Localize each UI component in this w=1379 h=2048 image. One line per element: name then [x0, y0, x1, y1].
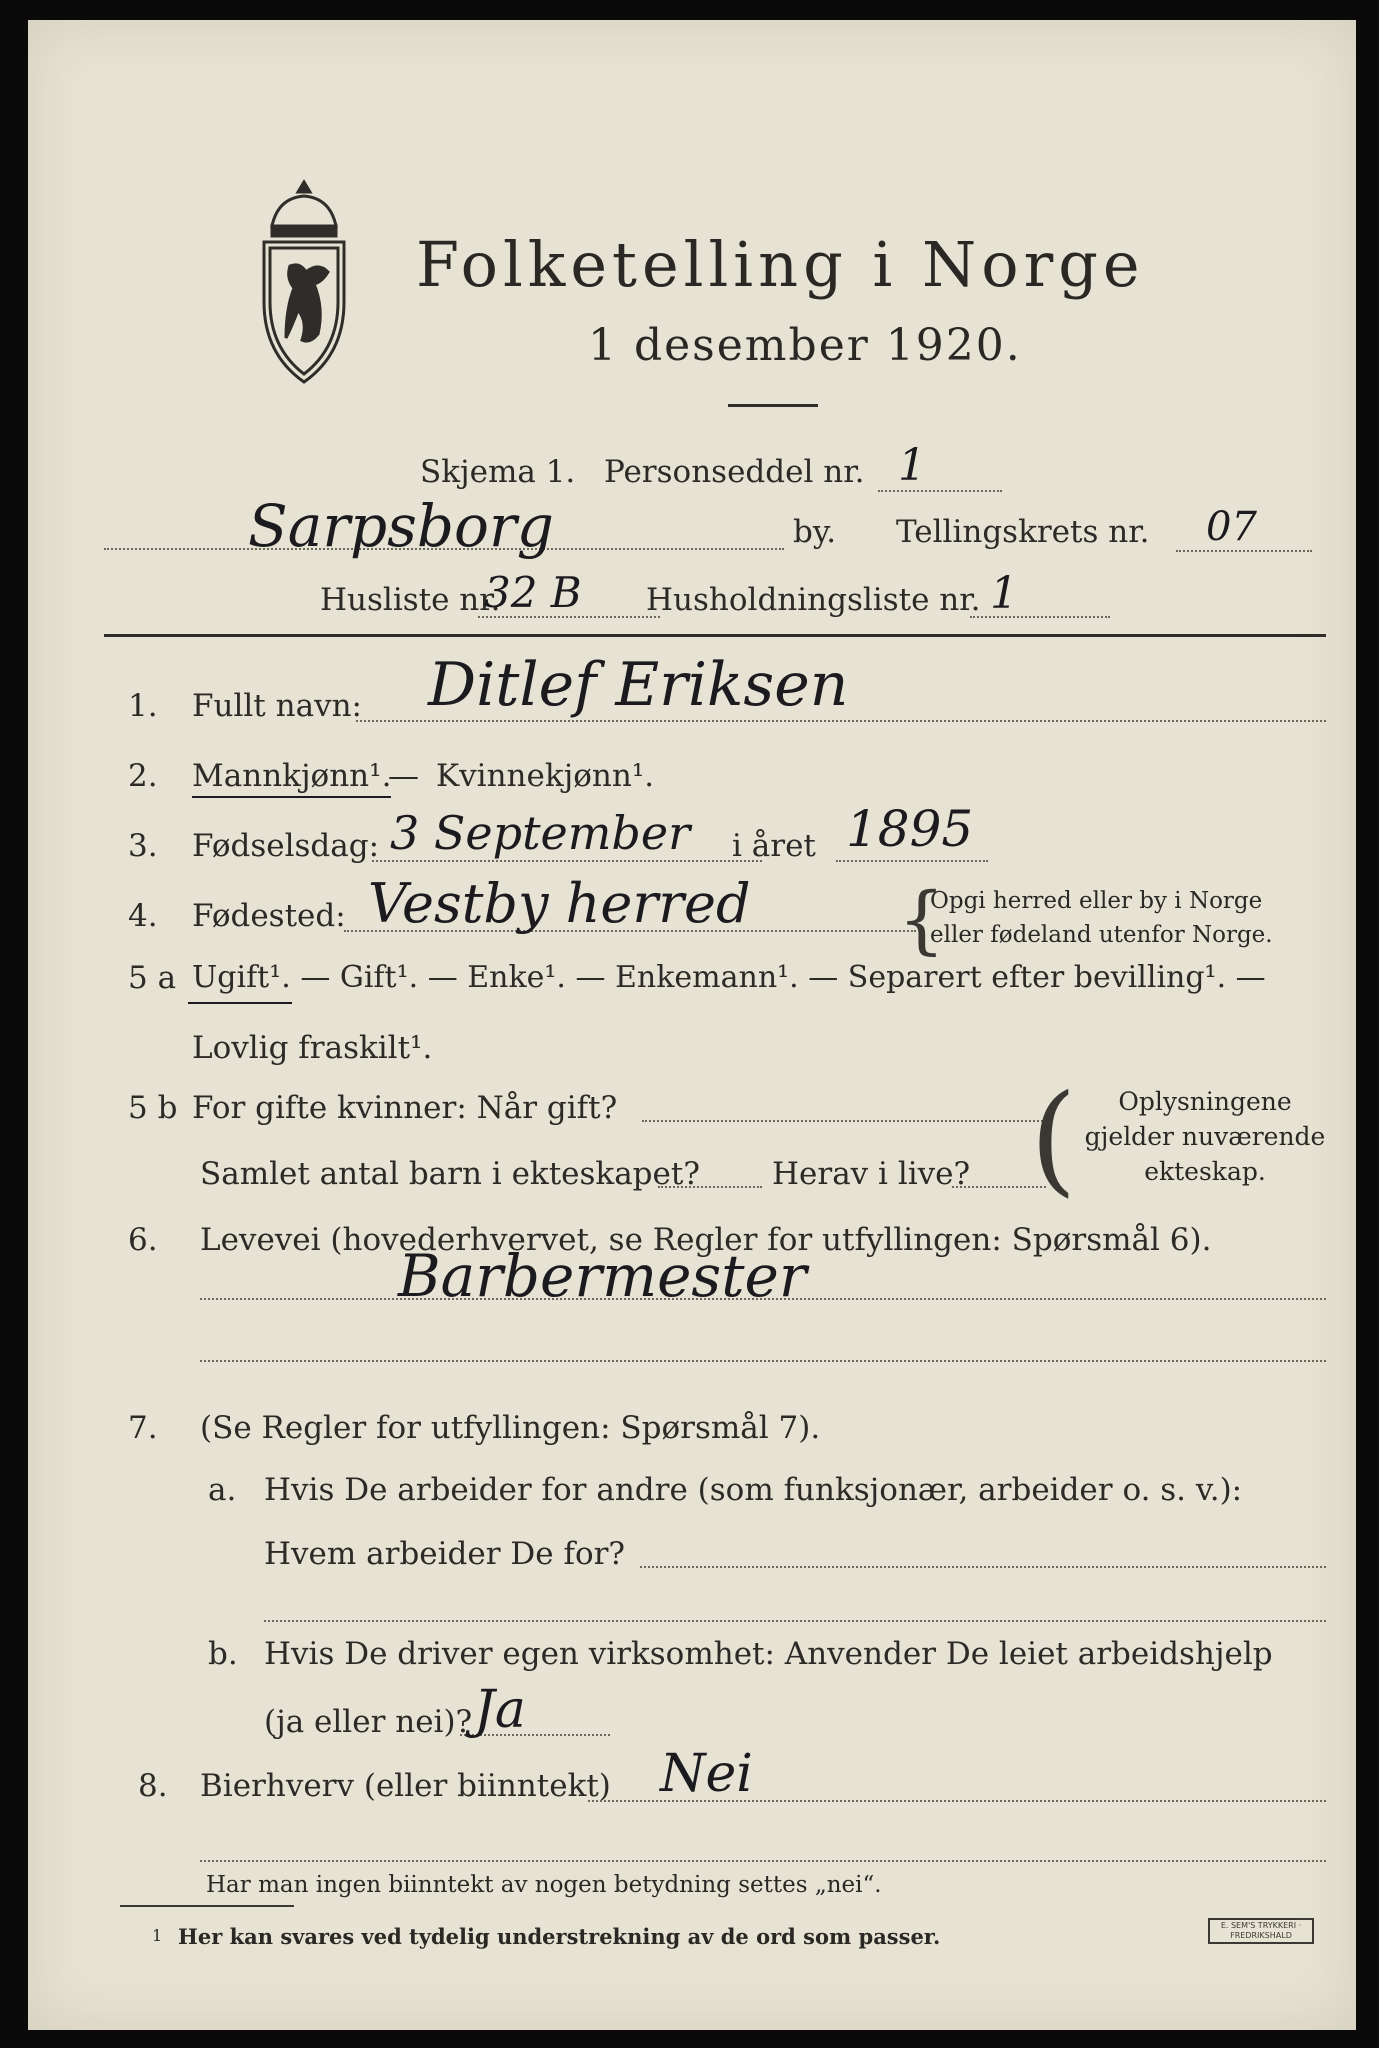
- q5b-note-line2: gjelder nuværende: [1084, 1122, 1326, 1151]
- q5b-brace: (: [1030, 1070, 1077, 1209]
- husholdningsliste-value[interactable]: 1: [990, 568, 1018, 619]
- personseddel-label: Personseddel nr.: [604, 454, 865, 490]
- q3-number: 3.: [128, 828, 158, 864]
- q5b-number: 5 b: [128, 1090, 178, 1126]
- q2-number: 2.: [128, 758, 158, 794]
- norwegian-coat-of-arms-icon: [250, 178, 358, 388]
- q7a-label: Hvis De arbeider for andre (som funksjonær, arbeider o. s. v.):: [264, 1472, 1243, 1508]
- marital-status-underline: [188, 1002, 292, 1004]
- q7b-label: Hvis De driver egen virksomhet: Anvender De leiet arbeidshjelp: [264, 1636, 1273, 1672]
- title-divider: [728, 404, 818, 407]
- full-name-value[interactable]: Ditlef Eriksen: [428, 650, 849, 720]
- q8-label: Bierhverv (eller biinntekt): [200, 1768, 611, 1804]
- personseddel-value[interactable]: 1: [898, 440, 926, 491]
- q7b-yesno-label: (ja eller nei)?: [264, 1704, 473, 1740]
- tellingskrets-value[interactable]: 07: [1206, 504, 1257, 550]
- q4-note-line2: eller fødeland utenfor Norge.: [930, 922, 1273, 948]
- q4-brace: {: [898, 877, 946, 963]
- census-date: 1 desember 1920.: [588, 320, 1022, 371]
- footnote-rule: [120, 1905, 294, 1907]
- tellingskrets-label: Tellingskrets nr.: [896, 514, 1150, 550]
- q1-label: Fullt navn:: [192, 688, 362, 724]
- skjema-label: Skjema 1.: [420, 454, 576, 490]
- gender-separator: —: [388, 758, 419, 794]
- q7a-number: a.: [208, 1472, 237, 1508]
- husliste-label: Husliste nr.: [320, 582, 501, 618]
- q3-year-label: i året: [732, 828, 816, 864]
- gender-male-option[interactable]: Mannkjønn¹.: [192, 758, 391, 798]
- q5b-alive-label: Herav i live?: [772, 1156, 971, 1192]
- q5b-note-line1: Oplysningene: [1118, 1087, 1292, 1116]
- gender-female-option[interactable]: Kvinnekjønn¹.: [436, 758, 655, 794]
- q4-note-line1: Opgi herred eller by i Norge: [930, 888, 1263, 914]
- husholdningsliste-label: Husholdningsliste nr.: [646, 582, 981, 618]
- header-rule: [104, 634, 1326, 637]
- birthplace-value[interactable]: Vestby herred: [368, 872, 751, 935]
- birthyear-value[interactable]: 1895: [846, 800, 974, 858]
- q5b-children-label: Samlet antal barn i ekteskapet?: [200, 1156, 700, 1192]
- census-form: [28, 20, 1356, 2030]
- by-label: by.: [793, 514, 837, 550]
- city-value[interactable]: Sarpsborg: [248, 492, 554, 560]
- q4-label: Fødested:: [192, 898, 346, 934]
- birthdate-value[interactable]: 3 September: [390, 806, 691, 860]
- printer-stamp: E. SEM'S TRYKKERI · FREDRIKSHALD: [1208, 1918, 1314, 1944]
- q7a-employer-label: Hvem arbeider De for?: [264, 1536, 626, 1572]
- form-title: Folketelling i Norge: [416, 228, 1145, 301]
- footnote-text: Her kan svares ved tydelig understrekning av de ord som passer.: [178, 1924, 941, 1949]
- q5b-note: [1080, 1084, 1330, 1189]
- q1-number: 1.: [128, 688, 158, 724]
- q3-label: Fødselsdag:: [192, 828, 380, 864]
- q7-number: 7.: [128, 1410, 158, 1446]
- q8-number: 8.: [138, 1768, 168, 1804]
- q4-number: 4.: [128, 898, 158, 934]
- marital-status-options[interactable]: Ugift¹. — Gift¹. — Enke¹. — Enkemann¹. — Separert efter bevilling¹. —: [192, 960, 1266, 995]
- q6-label: Levevei (hovederhvervet, se Regler for utfyllingen: Spørsmål 6).: [200, 1222, 1212, 1258]
- q5b-note-line3: ekteskap.: [1144, 1157, 1266, 1186]
- husliste-value[interactable]: 32 B: [484, 568, 582, 617]
- hired-help-value[interactable]: Ja: [474, 1680, 526, 1740]
- side-income-note: Har man ingen biinntekt av nogen betydning settes „nei“.: [206, 1872, 882, 1898]
- side-income-value[interactable]: Nei: [660, 1744, 753, 1804]
- q6-number: 6.: [128, 1222, 158, 1258]
- q5a-number: 5 a: [128, 960, 177, 996]
- q7-label: (Se Regler for utfyllingen: Spørsmål 7).: [200, 1410, 821, 1446]
- q5b-married-label: For gifte kvinner: Når gift?: [192, 1090, 618, 1126]
- marital-status-divorced[interactable]: Lovlig fraskilt¹.: [192, 1030, 433, 1066]
- occupation-value[interactable]: Barbermester: [398, 1242, 807, 1310]
- q7b-number: b.: [208, 1636, 238, 1672]
- footnote-mark: 1: [152, 1926, 163, 1945]
